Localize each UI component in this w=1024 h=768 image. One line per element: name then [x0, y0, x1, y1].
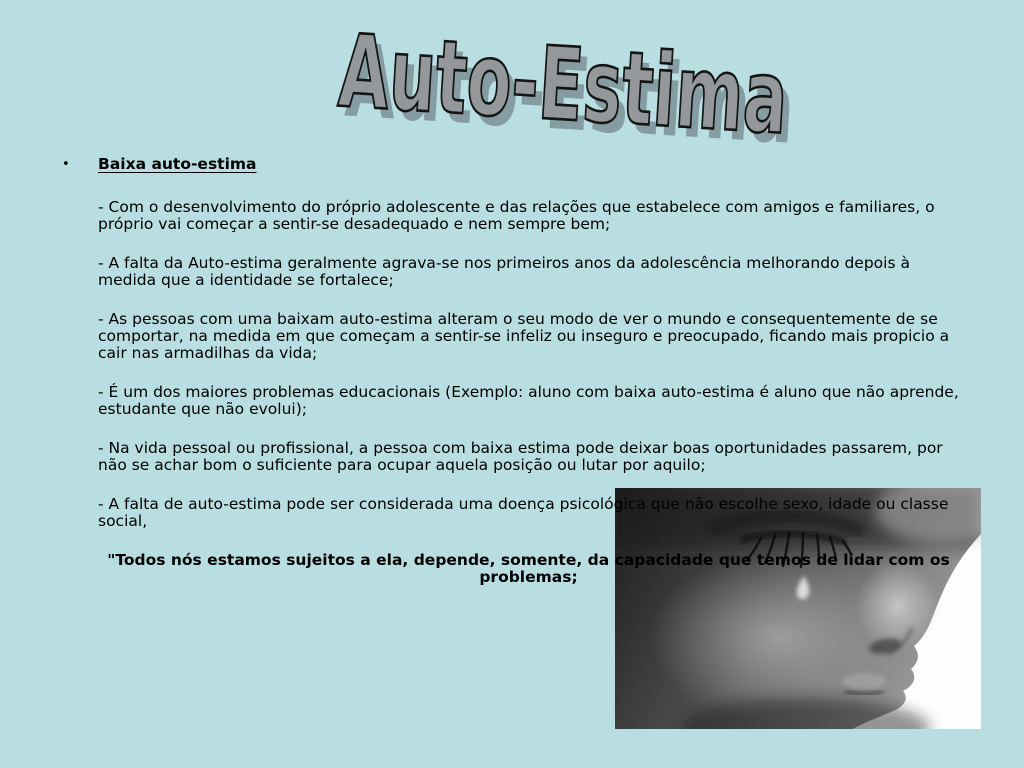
paragraph-psychological-disease: - A falta de auto-estima pode ser considerada uma doença psicológica que não escolhe sexo, idade ou classe social, [98, 495, 949, 530]
quote-paragraph: "Todos nós estamos sujeitos a ela, depende, somente, da capacidade que temos de lidar com os problemas; [107, 551, 950, 586]
bullet-item [62, 155, 959, 173]
paragraph-opportunities: - Na vida pessoal ou profissional, a pessoa com baixa estima pode deixar boas oportunidades passarem, por não se achar bom o suficiente para ocupar aquela posição ou lutar por aquilo; [98, 439, 943, 474]
paragraph-education: - É um dos maiores problemas educacionais (Exemplo: aluno com baixa auto-estima é aluno que não aprende, estudante que não evolui); [98, 383, 959, 418]
paragraph-worldview: - As pessoas com uma baixam auto-estima alteram o seu modo de ver o mundo e consequentemente de se comportar, na medida em que começam a sentir-se infeliz ou inseguro e preocupado, ficando mais propicio a cair nas armadilhas da vida; [98, 310, 950, 362]
paragraph-adolescence: - A falta da Auto-estima geralmente agrava-se nos primeiros anos da adolescência melhorando depois à medida que a identidade se fortalece; [98, 254, 910, 289]
paragraph-development: - Com o desenvolvimento do próprio adolescente e das relações que estabelece com amigos e familiares, o próprio vai começar a sentir-se desadequado e nem sempre bem; [98, 198, 935, 233]
bullet-marker: • [62, 157, 70, 172]
slide-body [62, 155, 959, 586]
bullet-heading: Baixa auto-estima [98, 155, 257, 173]
slide-title: Auto-Estima [335, 12, 792, 158]
